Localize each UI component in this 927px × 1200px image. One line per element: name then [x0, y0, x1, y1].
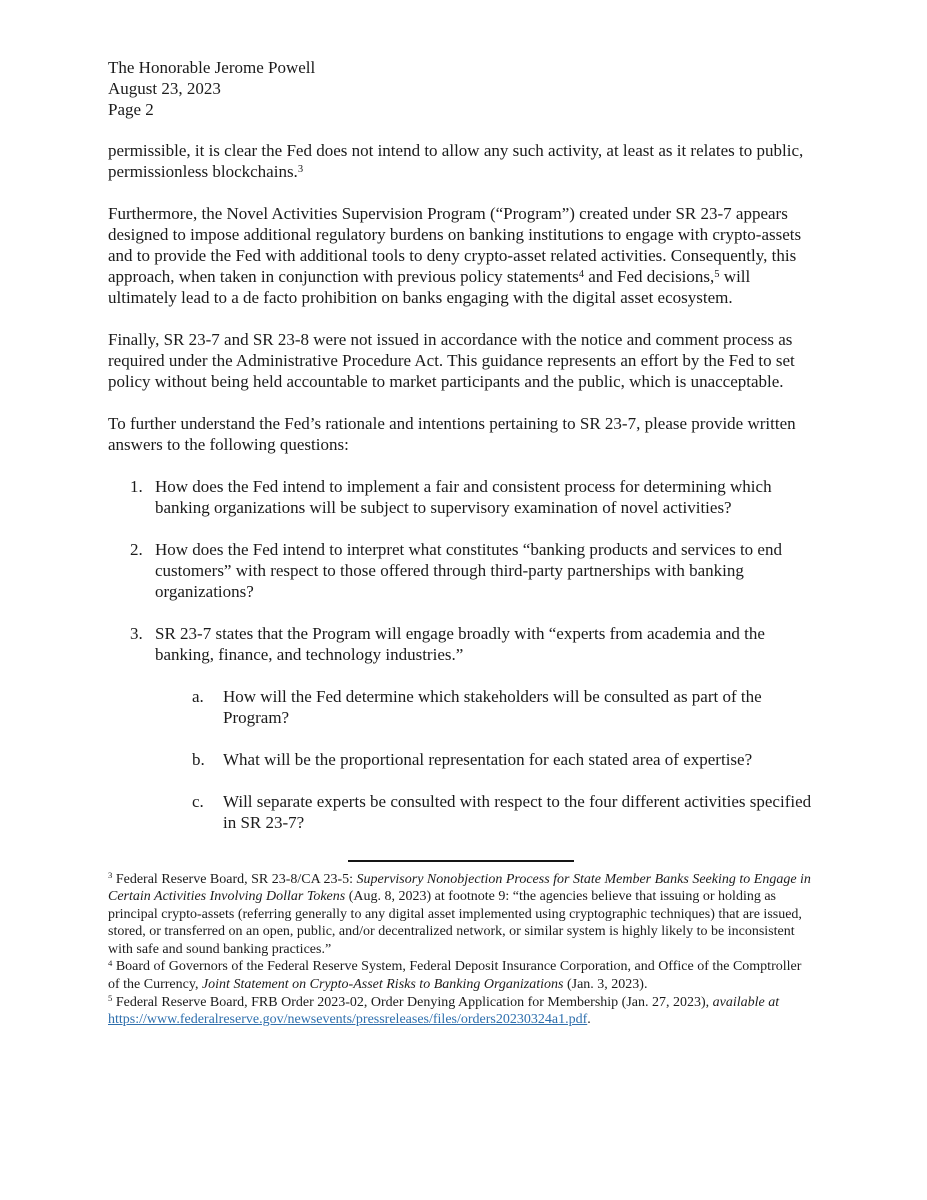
date-line: August 23, 2023 — [108, 79, 221, 98]
text-run: Finally, SR 23-7 and SR 23-8 were not issued in accordance with the notice and comment process as required under the Administrative Procedure Act. This guidance represents an effort by the Fed to set policy without being held accountable to market participants and the public, which is unacceptable. — [108, 330, 795, 391]
text-run: available at — [712, 994, 780, 1010]
sub-question-marker: c. — [192, 792, 204, 811]
text-run: Joint Statement on Crypto-Asset Risks to Banking Organizations — [201, 977, 564, 993]
text-run: What will be the proportional representation for each stated area of expertise? — [223, 750, 753, 769]
footnote-ref: 5 — [108, 993, 113, 1004]
text-run: Federal Reserve Board, FRB Order 2023-02, Order Denying Application for Membership (Jan. 27, 2023), — [112, 994, 713, 1010]
text-run: Board of Governors of the Federal Reserve System, Federal Deposit Insurance Corporation, and Office of the Comptroller of the Currency, — [108, 959, 802, 993]
sub-question-item-c — [192, 791, 814, 833]
footnote-ref: 3 — [108, 870, 113, 881]
question-item-3 — [130, 623, 814, 665]
sub-question-item-a — [192, 686, 814, 728]
footnote-ref: 4 — [108, 958, 113, 969]
footnote-ref: 4 — [578, 268, 584, 280]
text-run: (Aug. 8, 2023) at footnote 9: “the agencies believe that issuing or holding as principal crypto-assets (referring generally to any digital asset implemented using cryptographic techniques) that are issued, stored, or transferred on an open, public, and/or decentralized network, or similar system is highly likely to be inconsistent with safe and sound banking practices.” — [108, 889, 802, 957]
paragraph-continuation — [108, 140, 814, 182]
text-run: (Jan. 3, 2023). — [563, 977, 648, 993]
text-run: . — [587, 1012, 591, 1028]
sub-question-text — [223, 749, 814, 770]
question-marker: 2. — [130, 540, 143, 559]
text-run: How does the Fed intend to interpret what constitutes “banking products and services to end customers” with respect to those offered through third-party partnerships with banking organizations? — [155, 540, 782, 601]
sub-question-text — [223, 686, 814, 728]
question-marker: 1. — [130, 477, 143, 496]
question-item-2 — [130, 539, 814, 602]
page-number-line: Page 2 — [108, 100, 154, 119]
paragraph-questions-intro — [108, 413, 814, 455]
footnotes-section — [108, 871, 814, 1029]
paragraph-program — [108, 203, 814, 308]
text-run: SR 23-7 states that the Program will engage broadly with “experts from academia and the banking, finance, and technology industries.” — [155, 624, 765, 664]
paragraph-apa — [108, 329, 814, 392]
sub-question-list — [108, 686, 814, 833]
text-run: Supervisory Nonobjection Process for State Member Banks Seeking to Engage in Certain Activities Involving Dollar Tokens — [108, 871, 811, 905]
sub-question-text — [223, 791, 814, 833]
text-run: will ultimately lead to a de facto prohibition on banks engaging with the digital asset ecosystem. — [108, 267, 751, 307]
sub-question-marker: a. — [192, 687, 204, 706]
text-run: Federal Reserve Board, SR 23-8/CA 23-5: — [112, 871, 357, 887]
question-marker: 3. — [130, 624, 143, 643]
question-text — [155, 539, 814, 602]
footnote-separator — [348, 860, 574, 862]
footnote-ref: 3 — [297, 163, 304, 175]
footnote-ref: 5 — [714, 268, 720, 280]
footnote-4 — [108, 958, 814, 993]
question-list — [108, 476, 814, 833]
question-item-1 — [130, 476, 814, 518]
question-text — [155, 476, 814, 518]
sub-question-item-b — [192, 749, 814, 770]
letter-header — [108, 57, 814, 120]
footnote-link[interactable]: https://www.federalreserve.gov/newsevents/pressreleases/files/orders20230324a1.pdf — [108, 1012, 588, 1028]
text-run: How will the Fed determine which stakeholders will be consulted as part of the Program? — [223, 687, 762, 727]
text-run: Will separate experts be consulted with respect to the four different activities specified in SR 23-7? — [223, 792, 812, 832]
recipient-line: The Honorable Jerome Powell — [108, 58, 316, 77]
text-run: and Fed decisions, — [583, 267, 715, 286]
text-run: Furthermore, the Novel Activities Supervision Program (“Program”) created under SR 23-7 appears designed to impose additional regulatory burdens on banking institutions to engage with crypto-assets and to provide the Fed with additional tools to deny crypto-asset related activities. Consequently, this approach, when taken in conjunction with previous policy statements — [108, 204, 802, 286]
question-text — [155, 623, 814, 665]
text-run: permissible, it is clear the Fed does not intend to allow any such activity, at least as it relates to public, permissionless blockchains. — [108, 141, 804, 181]
text-run: To further understand the Fed’s rationale and intentions pertaining to SR 23-7, please provide written answers to the following questions: — [108, 414, 796, 454]
text-run: How does the Fed intend to implement a fair and consistent process for determining which banking organizations will be subject to supervisory examination of novel activities? — [155, 477, 772, 517]
sub-question-marker: b. — [192, 750, 205, 769]
footnote-5 — [108, 994, 814, 1029]
footnote-3 — [108, 871, 814, 959]
